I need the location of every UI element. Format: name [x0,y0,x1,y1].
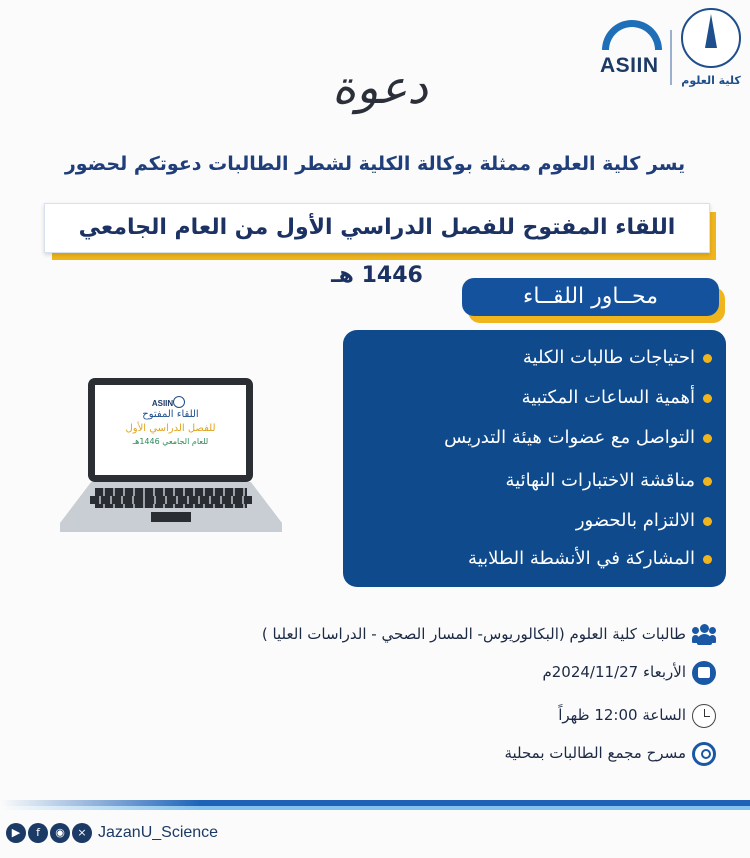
detail-location: مسرح مجمع الطالبات بمحلية [504,739,716,767]
detail-time: الساعة 12:00 ظهراً [558,701,716,729]
laptop-touchpad [151,512,191,522]
calendar-icon [692,661,716,685]
topic-item: المشاركة في الأنشطة الطلابية [468,543,712,575]
event-title-banner: اللقاء المفتوح للفصل الدراسي الأول من العام الجامعي 1446 هـ [44,203,710,253]
invitation-word: دعوة [332,60,428,114]
detail-audience: طالبات كلية العلوم (البكالوريوس- المسار الصحي - الدراسات العليا ) [262,620,716,648]
facebook-icon[interactable]: f [28,823,48,843]
laptop-keyboard-row [90,496,252,504]
topic-item: الالتزام بالحضور [576,505,712,537]
bullet-icon [703,354,712,363]
laptop-screen [88,378,253,482]
laptop-illustration [60,378,282,538]
logo-divider [670,30,672,85]
topic-item: التواصل مع عضوات هيئة التدريس [444,422,712,454]
asiin-logo-text: ASIIN [600,54,659,77]
bullet-icon [703,517,712,526]
mini-asiin-logo: ASIIN [151,399,174,408]
x-icon[interactable]: × [72,823,92,843]
asiin-logo [600,20,668,86]
intro-line: يسر كلية العلوم ممثلة بوكالة الكلية لشطر الطالبات دعوتكم لحضور [64,153,686,175]
topics-panel [343,330,726,587]
detail-date: الأربعاء 2024/11/27م [542,658,716,686]
laptop-screen-content [95,385,246,475]
people-icon [692,623,716,647]
topic-item: أهمية الساعات المكتبية [522,382,712,414]
footer-stripe-fade [0,800,200,810]
screen-line-3: للعام الجامعي 1446هـ [132,437,209,446]
social-handle[interactable]: JazanU_Science [98,823,219,841]
asiin-arc-icon [602,20,662,50]
screen-line-2: للفصل الدراسي الأول [125,423,216,434]
bullet-icon [703,555,712,564]
topic-item: مناقشة الاختبارات النهائية [506,465,712,497]
bullet-icon [703,477,712,486]
college-caption: كلية العلوم [681,74,741,87]
snapchat-icon[interactable]: ◉ [50,823,70,843]
topics-heading: محــاور اللقــاء [462,278,719,316]
topic-item: احتياجات طالبات الكلية [523,342,712,374]
mini-university-icon [173,396,185,408]
university-emblem-icon [681,8,741,68]
screen-line-1: اللقاء المفتوح [142,409,199,420]
bullet-icon [703,394,712,403]
location-pin-icon [692,742,716,766]
clock-icon [692,704,716,728]
university-logo [680,8,742,98]
social-links [6,820,218,844]
bullet-icon [703,434,712,443]
youtube-icon[interactable]: ▶ [6,823,26,843]
